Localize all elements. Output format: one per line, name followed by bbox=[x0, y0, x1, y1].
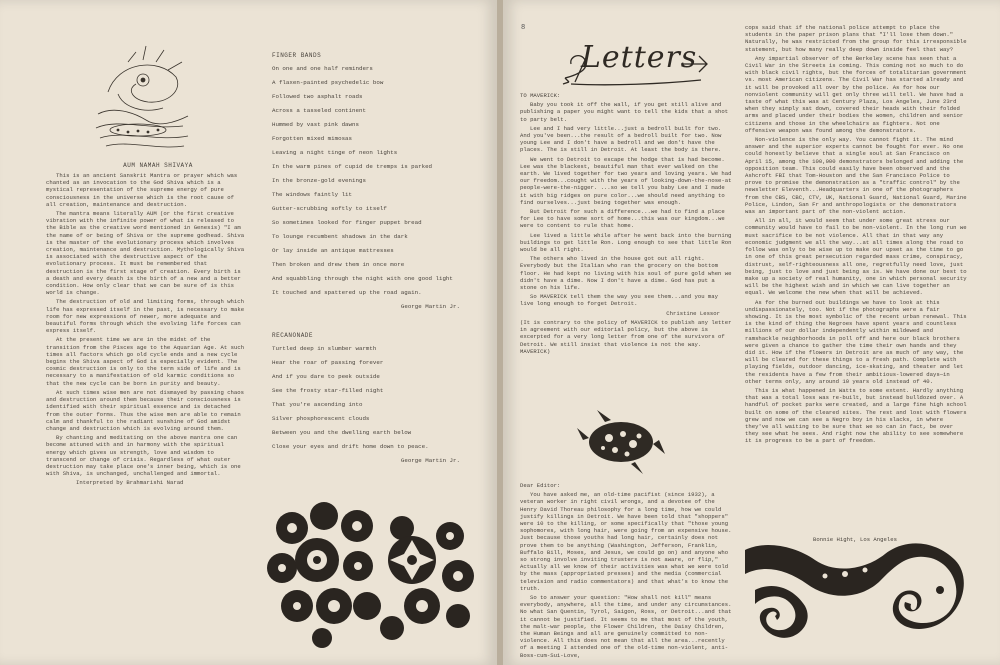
article-body bbox=[46, 172, 246, 652]
letter-paragraph: As for the burned out buildings we have to look at this undispassionately, too. Not if the photographs were a fair showing. It is the most symbolic of the recent urban renewal. This is the kind of thing the Negroes have spent years and countless millions of our dollar independently within mildewed and ramshackle neighborhoods in poll off and here our black brothers were given a chance to gather the time their own hands and they did it. How if the flowers in Detroit are as much of any way, the will be cleared for these things to a fresh path. Complete with playing fields, outdoor dancing, ice-skating, and theater and let the residents have a few from their ambitious-lowered days—in other terms only, any around 10 years old instead of 40. bbox=[745, 298, 967, 385]
letter-salutation: TO MAVERICK: bbox=[520, 92, 561, 99]
poem-line: Followed two asphalt roads bbox=[272, 93, 363, 100]
right-page bbox=[503, 0, 1000, 665]
letter-paragraph: So MAVERICK tell them the way you see them...and you may live long enough to forget Detroit. bbox=[520, 293, 718, 308]
poem-line: Turtled deep in slumber warmth bbox=[272, 345, 377, 352]
letter-paragraph: Non-violence is the only way. You cannot fight it. The mind answer and the superior experts cannot be fought for ever. No one could honestly believe that a single soul at San Francisco on April 15, among the 100,000 demonstrators belonged and adding the opposition team. This could easily have been observed and the Ashcroft FBI that Tom-Houston and the San Francisco Police to prove to promise the demonstration as a "traffic control" by the newsletter Eleventh...Headquarters in one of the photographers from the CBS, CBC, CTV, UK, National Guard, National Guard, Marine Police, Lindon, San Fr and anthropologists or the demonstrators was an important part of the non-violent action. bbox=[745, 136, 967, 216]
letter-paragraph: The others who lived in the house got out all right. Everybody but the Italian who ran the grocery on the bottom floor. He had kept no living with his soul of pure gold when we didn't have a dime. Now I don't have a dime. God has put a stone on his life. bbox=[520, 255, 732, 292]
poem-line: Hear the roar of passing forever bbox=[272, 359, 384, 366]
letter-pacifist bbox=[520, 482, 732, 660]
letter-continued bbox=[745, 24, 967, 532]
letter-paragraph: cops said that if the national police attempt to place the students in the paper prison plans that "I'll lose them down." Naturally, he was restricted from the group for this irresponsible statement, but how many really deep down inside feel that way? bbox=[745, 24, 967, 53]
editor-note: (It is contrary to the policy of MAVERICK to publish any letter in agreement with our editorial policy, but the above is excerpted for a very long letter from one of the survivors of Detroit. We still insist that violence is not the way. MAVERICK) bbox=[520, 318, 732, 355]
article-paragraph: By chanting and meditating on the above mantra one can become attuned with and in harmony with the spiritual energy which gives us strength, love and wisdom to transcend or change of crisis. Regardless of what outer destruction may take place one's inner being, which is one with Shiva, is unchanged, unchallenged and immortal. bbox=[46, 434, 241, 478]
poem-line: A flaxen-painted psychedelic bow bbox=[272, 79, 384, 86]
poem-line: Across a tasseled continent bbox=[272, 107, 366, 114]
poem-line: The windows faintly lit bbox=[272, 191, 353, 198]
poem-line: In the warm pines of cupid de tremps is parked bbox=[272, 163, 433, 170]
left-page bbox=[0, 0, 497, 665]
letters-masthead bbox=[561, 34, 711, 88]
poem-title: RECANONADE bbox=[272, 332, 314, 339]
poem-line: Or lay inside an antique mattresses bbox=[272, 247, 394, 254]
poem-line: Then broken and drew them in once more bbox=[272, 261, 405, 268]
poem-author: George Martin Jr. bbox=[400, 457, 460, 464]
poem-line: And if you dare to peek outside bbox=[272, 373, 380, 380]
flower-illustration bbox=[262, 488, 482, 648]
masthead-title: Letters bbox=[581, 40, 698, 75]
poem-line: And squabbling through the night with one good light bbox=[272, 275, 453, 282]
article-paragraph: The mantra means literally AUM (or the first creative vibration with the infinite power of what is released to the Bible as the creative word mentioned in Genesis) "I am the name of or being of Shiva or the supreme godhead. Shiva is the master of the evolutionary process which involves creation, maintenance and destruction. Mythologically Shiva is associated with the destructive aspect of the evolutionary process. It must be remembered that destruction is the first stage of creation. Every birth is a death and every death is the birth of a new and a better condition. How only clear that we can be sure of is this world is change. bbox=[46, 210, 245, 297]
poem-line: It touched and spattered up the road again. bbox=[272, 289, 422, 296]
poem-line: Between you and the dwelling earth below bbox=[272, 429, 412, 436]
poem-body bbox=[272, 342, 472, 468]
page-number: 8 bbox=[521, 24, 526, 32]
paisley-illustration bbox=[735, 520, 975, 650]
letter-paragraph: So to answer your question: "How shall not kill" means everybody, anywhere, all the time, and under any circumstances. No what San Quentin, Tyrol, Saigon, Ross, or Detroit...and that it cannot be justified. It seems to me that most of the youth, the malt-war people, the Flower Children, the Daisy Children, the Human Beings and all are genuinely committed to non-violence. All this does not mean that all the area...recently of a meeting I attended one of the old-time non-violent, anti-Boss-cum-Sui-Love, bbox=[520, 594, 732, 659]
letter-paragraph: You have asked me, an old-time pacifist (since 1932), a veteran worker in right civil wrongs, and a devotee of the Henry David Thoreau philosophy for a long time, how we could justify killings in Detroit. We have been told that "shoppers" were 10 to the killing, or some specifically that "those young sophomores, with long hair, were going from an expensive house. Just because those youths had long hair, certainly does not prove them to be anything (Washington, Jefferson, Franklin, Buffalo Bill, Moses, and Jesus, we could go on) and anyone who so strong involve inviting trusters is not aware, or flip," Actually all we know of their activities was what we were told by the mass (appropriated presses) and the media (commercial television and radio commentators) and that what's to know the truth. bbox=[520, 491, 732, 592]
poem-line: Leaving a night tinge of neon lights bbox=[272, 149, 398, 156]
poem-line: Silver phosphorescent clouds bbox=[272, 415, 370, 422]
letter-paragraph: Lee and I had very little...just a bedroll built for two. And you've been...the result of a bedroll built for two. Now young Lee and I don't have a bedroll and we don't have the places. The is still in Detroit. At least the body is there. bbox=[520, 124, 722, 154]
poem-line: Gutter-scrubbing softly to itself bbox=[272, 205, 387, 212]
lizard-illustration bbox=[575, 408, 667, 476]
article-paragraph: At the present time we are in the midst of the transition from the Pisces age to the Aquarian Age. At such times all factors which go old cycle ends and a new cycle begins the Shiva aspect of God is especially evident. The cosmic destruction is only to the term side of life and is necessary to a manifestation of old karmic conditions so that the new cycle can be born in purity and beauty. bbox=[46, 336, 245, 387]
letter-paragraph: We went to Detroit to escape the hodge that is had become. Lee was the blackest, beautiful man that ever walked on the earth. We lived together for two years and loving years. We had our freedom...cought with the years of looking-down-the-nose-at people-were-the-nigger. ...so we tell you baby Lee and I made it with big ridges on pure color...we should need anything to find ourselves...just being together was enough. bbox=[520, 155, 732, 206]
letter-paragraph: All in all, it would seem that under some great stress our community would have to fail to be non-violent. In the long run we must sacrifice to be not violence. All that in that way any economic judgment we all the way...at all times along the road to follow was only to be wise up to make our upset as the time to go in one of this great persecution regarded mass crime, conspiracy, distrust, self-righteousness all one, regretfully need love, just being, just to love and just being as is. We have done our best to make up a society of real humanity, one in which personal security will be the highest wish and in which we can live together an equal. We welcome the new when that will be achieved. bbox=[745, 217, 967, 297]
poem-line: So sometimes looked for finger puppet bread bbox=[272, 219, 422, 226]
poem-line: Hummed by vast pink dawns bbox=[272, 121, 359, 128]
article-title: AUM NAMAH SHIVAYA bbox=[123, 162, 193, 169]
poem-line: To lounge recumbent shadows in the dark bbox=[272, 233, 408, 240]
poem-line: In the bronze-gold evenings bbox=[272, 177, 366, 184]
poem-line: On one and one half reminders bbox=[272, 65, 373, 72]
letter-maverick bbox=[520, 92, 732, 422]
article-credit: Interpreted by Brahmarishi Narad bbox=[76, 479, 184, 487]
poem-body bbox=[272, 62, 472, 314]
poem-line: Close your eyes and drift home down to peace. bbox=[272, 443, 429, 450]
poem-title: FINGER BANDS bbox=[272, 52, 322, 59]
letter-paragraph: Lee lived a little while after he went back into the burning buildings to get little Ron. Long enough to see that little Ron would be all right. bbox=[520, 231, 732, 254]
letter-signature: Bonnie Hight, Los Angeles bbox=[813, 536, 897, 543]
letter-salutation: Dear Editor: bbox=[520, 482, 561, 489]
letter-paragraph: Baby you took it off the wall, if you get still alive and publishing a paper you might want to tell the kids that a shot to party belt. bbox=[520, 101, 729, 123]
letter-paragraph: This is what happened in Watts to some extent. Hardly anything that was a total loss was re-built, but instead bulldozed over. A handful of pocket parks were created, and a large fine high school built on some of the cleared sites. The rest and lost with flowers grew and now we can see a Negro boy in his slacks, in where they've all waiting to be sure that we so can in fact, be over they see what he sees. And right now the ability to see somewhere it is progress to be a part of freedom. bbox=[745, 386, 967, 445]
letter-paragraph: But Detroit for such a difference...we had to find a place for Lee to have some sort of home...this was our kingdom...we were to content to rule that home. bbox=[520, 208, 725, 230]
shiva-illustration bbox=[88, 42, 198, 154]
poem-line: See the frosty star-filled night bbox=[272, 387, 384, 394]
letter-paragraph: Any impartial observer of the Berkeley scene has seen that a Civil War in the Streets is coming. This coming not so much to do with black civil rights, but the forces of totalitarian government vs. most American citizens. The Civil War has started already and it will be provoked all over by the police. As for how our nonviolent community will get only three will tell. We have had a taste of what this was at Century Plaza, Los Angeles, June 23rd when they simply sat down, covered their heads with their folded arms and placed under their bodies the women, children and senior citizens and those in the wheelchairs as fighters. Not one offensive weapon was found among the demonstrators. bbox=[745, 54, 967, 134]
article-paragraph: The destruction of old and limiting forms, through which life has expressed itself in the past, is necessary to make room for new expressions of newer, more adequate and beautiful forms through which the evolving life forces can express itself. bbox=[46, 298, 245, 335]
poem-line: Forgotten mixed mimosas bbox=[272, 135, 353, 142]
article-paragraph: At such times wise men are not dismayed by passing chaos and destruction around them because their consciousness is identified with their spiritual essence and is detached from the outer forms. Thus the wise men are able to remain calm and thankful to the radiant sunshine of God amidst change and destruction which is evolving around them. bbox=[46, 388, 244, 432]
article-paragraph: This is an ancient Sanskrit Mantra or prayer which was chanted as an invocation to the God Shiva which is a mystical representation of the supreme energy of pure consciousness in the universe which is the root cause of all creation, maintenance and destruction. bbox=[46, 172, 238, 208]
poem-line: That you're ascending into bbox=[272, 401, 363, 408]
poem-author: George Martin Jr. bbox=[400, 303, 460, 310]
letter-signature: Christine Lessor bbox=[666, 309, 720, 317]
